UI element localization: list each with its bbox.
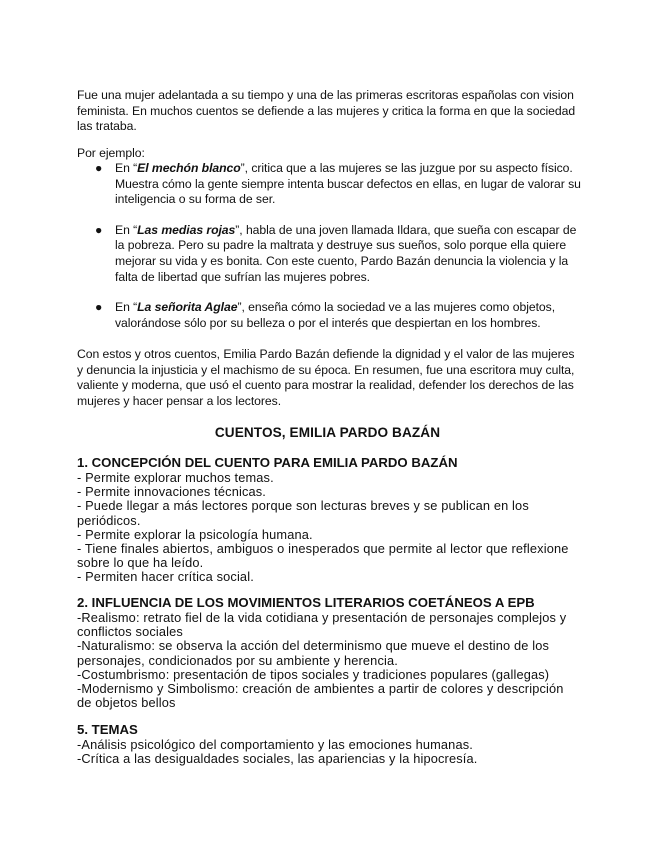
text-line: -Naturalismo: se observa la acción del determinismo que mueve el destino de los — [77, 638, 550, 654]
text-line: -Análisis psicológico del comportamiento y las emociones humanas. — [77, 737, 473, 752]
story-title: El mechón blanco — [137, 161, 241, 175]
examples-label: Por ejemplo: — [77, 146, 145, 160]
story-title: Las medias rojas — [137, 222, 236, 237]
section-heading: 2. INFLUENCIA DE LOS MOVIMIENTOS LITERARIOS COETÁNEOS A EPB — [77, 595, 535, 610]
example-prefix: En “ — [115, 222, 138, 237]
text-line: de objetos bellos — [77, 695, 176, 711]
story-title: La señorita Aglae — [137, 300, 238, 315]
text-line: periódicos. — [77, 512, 141, 528]
list-item — [77, 161, 582, 208]
intro-paragraph: Fue una mujer adelantada a su tiempo y una de las primeras escritoras españolas con vision feminista. En muchos cuentos se defiende a las mujeres y critica la forma en que la sociedad las trataba. — [77, 88, 576, 134]
list-item — [77, 300, 582, 331]
bullet-icon: ● — [95, 300, 103, 315]
example-prefix: En “ — [115, 161, 138, 175]
bullet-icon: ● — [95, 161, 103, 175]
section-lines — [77, 738, 582, 766]
text-line: -Costumbrismo: presentación de tipos sociales y tradiciones populares (gallegas) — [77, 666, 550, 682]
text-line: -Realismo: retrato fiel de la vida cotidiana y presentación de personajes complejos y — [77, 610, 567, 625]
section-influencia — [77, 595, 582, 710]
closing-paragraph: Con estos y otros cuentos, Emilia Pardo Bazán defiende la dignidad y el valor de las mujeres y denuncia la injusticia y el machismo de su época. En resumen, fue una escritora muy culta, valiente y moderna, que usó el cuento para mostrar la realidad, defender los derechos de las mujeres y hacer pensar a los lectores. — [77, 347, 575, 408]
text-line: - Permiten hacer crítica social. — [77, 569, 254, 585]
section-lines — [77, 611, 582, 710]
text-line: conflictos sociales — [77, 624, 183, 640]
text-line: personajes, condicionados por su ambiente y herencia. — [77, 652, 398, 668]
bullet-icon: ● — [95, 222, 103, 237]
text-line: - Tiene finales abiertos, ambiguos o inesperados que permite al lector que reflexione — [77, 541, 569, 557]
examples-list — [77, 161, 582, 346]
example-text: ”, critica que a las mujeres se las juzgue por su aspecto físico. Muestra cómo la gente siempre intenta buscar defectos en ellas, en lugar de valorar su inteligencia o su forma de ser. — [115, 161, 581, 207]
text-line: - Permite explorar la psicología humana. — [77, 526, 313, 542]
text-line: - Permite explorar muchos temas. — [77, 470, 274, 485]
text-line: -Crítica a las desigualdades sociales, las apariencias y la hipocresía. — [77, 751, 478, 767]
section-heading: 5. TEMAS — [77, 722, 138, 737]
list-item — [77, 223, 582, 285]
text-line: - Permite innovaciones técnicas. — [77, 484, 267, 500]
section-heading: 1. CONCEPCIÓN DEL CUENTO PARA EMILIA PARDO BAZÁN — [77, 455, 458, 470]
text-line: - Puede llegar a más lectores porque son lecturas breves y se publican en los — [77, 498, 529, 514]
section-title: CUENTOS, EMILIA PARDO BAZÁN — [214, 425, 441, 440]
text-line: -Modernismo y Simbolismo: creación de ambientes a partir de colores y descripción — [77, 681, 564, 697]
example-text: ”, enseña cómo la sociedad ve a las mujeres como objetos, valorándose sólo por su belleza o por el interés que despiertan en los hombres. — [115, 300, 556, 330]
section-lines — [77, 471, 582, 585]
example-text: ”, habla de una joven llamada Ildara, que sueña con escapar de la pobreza. Pero su padre la maltrata y destruye sus sueños, solo porque ella quiere mejorar su vida y es bonita. Con este cuento, Pardo Bazán denuncia la violencia y la falta de libertad que sufrían las mujeres pobres. — [115, 222, 577, 284]
text-line: sobre lo que ha leído. — [77, 555, 204, 571]
section-temas — [77, 722, 582, 766]
example-prefix: En “ — [115, 300, 138, 315]
section-concepcion — [77, 455, 582, 585]
